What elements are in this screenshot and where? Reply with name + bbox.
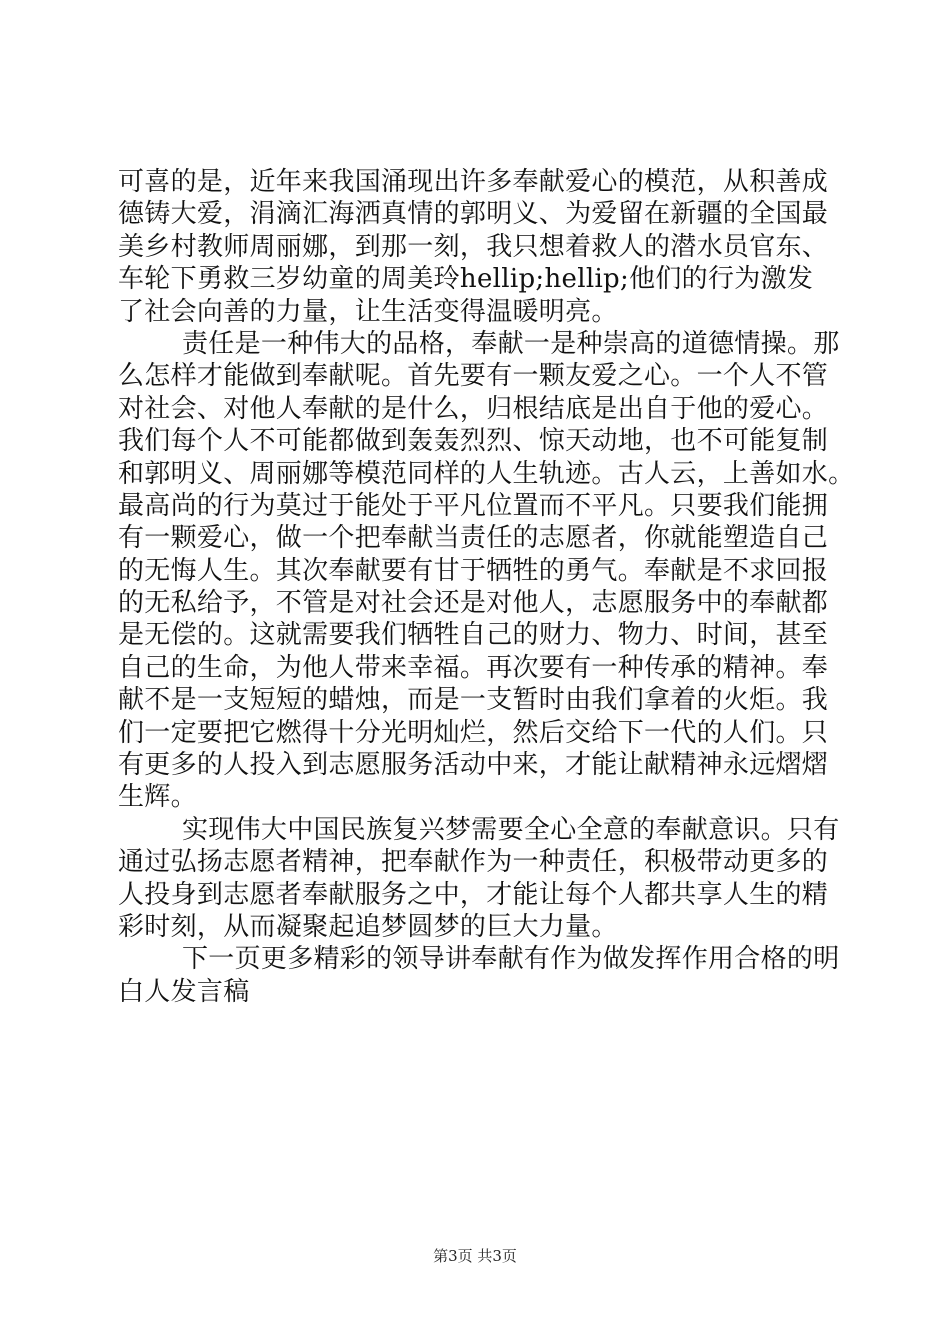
text-line: 了社会向善的力量，让生活变得温暖明亮。 bbox=[118, 296, 618, 327]
text-line: 通过弘扬志愿者精神，把奉献作为一种责任，积极带动更多的 bbox=[118, 847, 829, 878]
text-line: 最高尚的行为莫过于能处于平凡位置而不平凡。只要我们能拥 bbox=[118, 490, 829, 521]
text-line: 和郭明义、周丽娜等模范同样的人生轨迹。古人云，上善如水。 bbox=[118, 458, 855, 489]
text-line: 是无偿的。这就需要我们牺牲自己的财力、物力、时间，甚至 bbox=[118, 620, 829, 651]
paragraph bbox=[118, 943, 838, 1008]
text-line: 生辉。 bbox=[118, 782, 197, 813]
text-line: 们一定要把它燃得十分光明灿烂，然后交给下一代的人们。只 bbox=[118, 717, 829, 748]
text-line: 可喜的是，近年来我国涌现出许多奉献爱心的模范，从积善成 bbox=[118, 167, 829, 197]
page-footer: 第3页 共3页 bbox=[433, 1247, 517, 1265]
text-line: 实现伟大中国民族复兴梦需要全心全意的奉献意识。只有 bbox=[182, 814, 840, 845]
paragraph bbox=[118, 814, 838, 944]
paragraph bbox=[118, 166, 838, 328]
text-line: 白人发言稿 bbox=[118, 976, 250, 1007]
text-line: 美乡村教师周丽娜，到那一刻，我只想着救人的潜水员官东、 bbox=[118, 231, 829, 262]
text-line: 人投身到志愿者奉献服务之中，才能让每个人都共享人生的精 bbox=[118, 879, 829, 910]
text-line: 有一颗爱心，做一个把奉献当责任的志愿者，你就能塑造自己 bbox=[118, 523, 829, 554]
text-line: 车轮下勇救三岁幼童的周美玲hellip;hellip;他们的行为激发 bbox=[118, 264, 814, 295]
paragraph bbox=[118, 328, 855, 814]
text-line: 献不是一支短短的蜡烛，而是一支暂时由我们拿着的火炬。我 bbox=[118, 685, 829, 716]
text-line: 有更多的人投入到志愿服务活动中来，才能让献精神永远熠熠 bbox=[118, 750, 829, 781]
text-line: 德铸大爱，涓滴汇海洒真情的郭明义、为爱留在新疆的全国最 bbox=[118, 199, 829, 230]
document-body bbox=[118, 166, 855, 1008]
text-line: 自己的生命，为他人带来幸福。再次要有一种传承的精神。奉 bbox=[118, 652, 829, 683]
text-line: 我们每个人不可能都做到轰轰烈烈、惊天动地，也不可能复制 bbox=[118, 426, 829, 457]
text-line: 么怎样才能做到奉献呢。首先要有一颗友爱之心。一个人不管 bbox=[118, 361, 829, 392]
text-line: 对社会、对他人奉献的是什么，归根结底是出自于他的爱心。 bbox=[118, 393, 829, 424]
text-line: 下一页更多精彩的领导讲奉献有作为做发挥作用合格的明 bbox=[182, 944, 840, 975]
text-line: 的无私给予，不管是对社会还是对他人，志愿服务中的奉献都 bbox=[118, 588, 829, 619]
text-line: 的无悔人生。其次奉献要有甘于牺牲的勇气。奉献是不求回报 bbox=[118, 555, 829, 586]
text-line: 彩时刻，从而凝聚起追梦圆梦的巨大力量。 bbox=[118, 911, 618, 942]
text-line: 责任是一种伟大的品格，奉献一是种崇高的道德情操。那 bbox=[182, 328, 840, 359]
